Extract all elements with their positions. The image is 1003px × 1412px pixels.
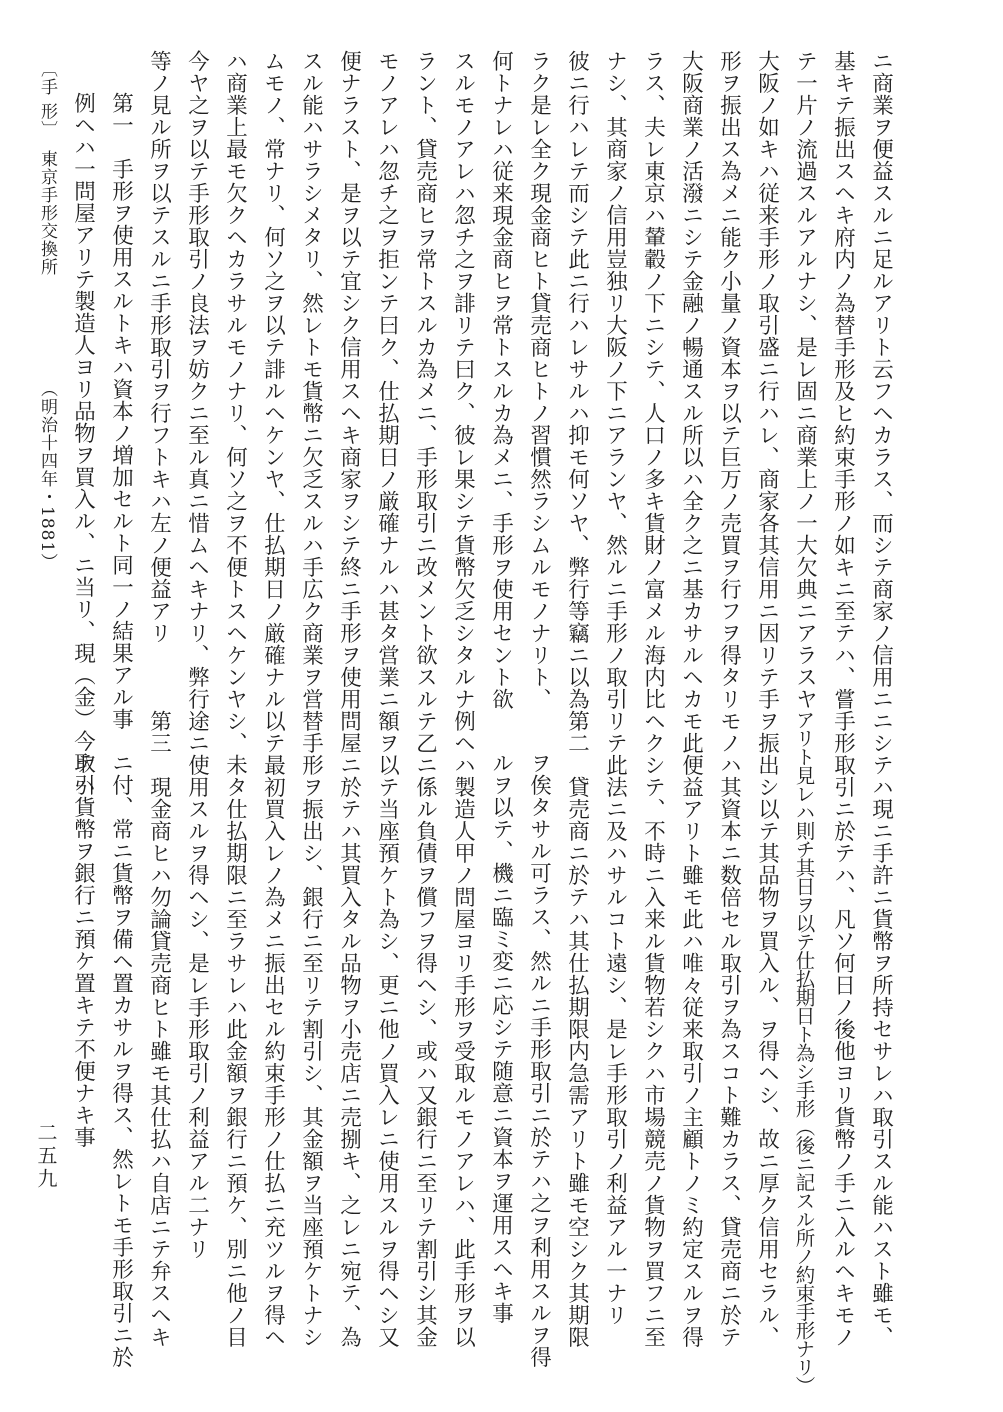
text-column: 問屋ニ於テハ其買入タル品物ヲ小売店ニ売捌キ、之レニ宛テ、為: [336, 710, 362, 1348]
page-number: 二五九: [34, 1122, 58, 1191]
text-column: 額ヲ以テ当座預ケト為シ、更ニ他ノ買入レニ使用スルヲ得ヘシ又: [374, 710, 400, 1348]
text-column: 例ヘハ製造人甲ノ問屋ヨリ手形ヲ受取ルモノアレハ、此手形ヲ以: [450, 710, 476, 1348]
text-column: 第一 手形ヲ使用スルトキハ資本ノ増加セルト同一ノ結果アル事: [108, 92, 134, 730]
text-column: 第二 貸売商ニ於テハ其仕払期限内急需アリト雖モ空シク其期限: [564, 710, 590, 1348]
text-column: モ此便益アリト雖モ此ハ唯々従来取引ノ主顧トノミ約定スルヲ得: [678, 710, 704, 1348]
text-column: アリト見レハ則チ其日ヲ以テ仕払期日ト為シ手形（後ニ記スル所ノ約束手形ナリ）: [792, 710, 816, 1395]
text-column: 途ニ使用スルヲ得ヘシ、是レ手形取引ノ利益アル二ナリ: [184, 710, 210, 1260]
running-header-section: 〔手 形〕: [37, 60, 57, 139]
text-column: 等ノ見ル所ヲ以テスルニ手形取引ヲ行フトキハ左ノ便益アリ: [146, 50, 172, 644]
text-column: ナシ、其商家ノ信用豈独リ大阪ノ下ニアランヤ、然ルニ手形ノ取引: [602, 50, 628, 710]
text-column: 何トナレハ従来現金商ヒヲ常トスルカ為メニ、手形ヲ使用セント欲: [488, 50, 514, 710]
text-column: テ乙ニ係ル負債ヲ償フヲ得ヘシ、或ハ又銀行ニ至リテ割引シ其金: [412, 710, 438, 1348]
text-column: スルモノアレハ忽チ之ヲ誹リテ曰ク、彼レ果シテ貨幣欠乏シタルナ: [450, 50, 476, 710]
text-column: 手形取引ニ於テハ、凡ソ何日ノ後他ヨリ貨幣ノ手ニ入ルヘキモノ: [830, 710, 856, 1348]
text-column: ルヲ以テ、機ニ臨ミ変ニ応シテ随意ニ資本ヲ運用スヘキ事: [488, 752, 514, 1324]
text-column: ヘクシテ、不時ニ入来ル貨物若シクハ市場競売ノ貨物ヲ買フニ至: [640, 710, 666, 1348]
running-header-date: （明治十四年・1881）: [37, 380, 57, 572]
text-column: モノハ其資本ニ数倍セル取引ヲ為スコト難カラス、貸売商ニ於テ: [716, 710, 742, 1348]
text-column: 基キテ振出スヘキ府内ノ為替手形及ヒ約束手形ノ如キニ至テハ、嘗: [830, 50, 856, 710]
text-column: 替手形ヲ振出シ、銀行ニ至リテ割引シ、其金額ヲ当座預ケトナシ: [298, 710, 324, 1348]
text-column: 以テ最初買入レノ為メニ振出セル約束手形ノ仕払ニ充ツルヲ得ヘ: [260, 710, 286, 1348]
text-column: モノアレハ忽チ之ヲ拒ンテ曰ク、仕払期日ノ厳確ナルハ甚タ営業ニ: [374, 50, 400, 710]
text-column: スル能ハサラシメタリ、然レトモ貨幣ニ欠乏スルハ手広ク商業ヲ営: [298, 50, 324, 710]
text-column: 形ヲ振出ス為メニ能ク小量ノ資本ヲ以テ巨万ノ売買ヲ行フヲ得タリ: [716, 50, 742, 710]
text-column: 第三 現金商ヒハ勿論貸売商ヒト雖モ其仕払ハ自店ニテ弁スヘキ: [146, 710, 172, 1348]
text-column: ニ付、常ニ貨幣ヲ備ヘ置カサルヲ得ス、然レトモ手形取引ニ於: [108, 752, 134, 1368]
text-column: ヲ振出シ以テ其品物ヲ買入ル、ヲ得ヘシ、故ニ厚ク信用セラル、: [754, 710, 780, 1348]
text-column: ラク是レ全ク現金商ヒト貸売商ヒトノ習慣然ラシムルモノナリト、: [526, 50, 552, 710]
text-column: リテ此法ニ及ハサルコト遠シ、是レ手形取引ノ利益アル一ナリ: [602, 710, 628, 1326]
text-column: ラス、夫レ東京ハ輦轂ノ下ニシテ、人口ノ多キ貨財ノ富メル海内比: [640, 50, 666, 710]
text-column: ラント、貸売商ヒヲ常トスルカ為メニ、手形取引ニ改メント欲スル: [412, 50, 438, 710]
text-column: 例ヘハ一問屋アリテ製造人ヨリ品物ヲ買入ル、ニ当リ、現（金）今取引: [70, 92, 96, 796]
running-header-title: 東京手形交換所: [37, 150, 57, 276]
text-column: 今ヤ之ヲ以テ手形取引ノ良法ヲ妨クニ至ル真ニ惜ムヘキナリ、弊行: [184, 50, 210, 710]
text-column: ハ商業上最モ欠クヘカラサルモノナリ、何ソ之ヲ不便トスヘケンヤ: [222, 50, 248, 710]
text-column: ヲ俟タサル可ラス、然ルニ手形取引ニ於テハ之ヲ利用スルヲ得: [526, 752, 552, 1368]
text-column: 彼ニ行ハレテ而シテ此ニ行ハレサルハ抑モ何ソヤ、弊行等竊ニ以為: [564, 50, 590, 710]
text-column: 大阪商業ノ活潑ニシテ金融ノ暢通スル所以ハ全ク之ニ基カサルヘカ: [678, 50, 704, 710]
text-column: ニ商業ヲ便益スルニ足ルアリト云フヘカラス、而シテ商家ノ信用ニ: [868, 50, 894, 710]
text-column: テ一片ノ流過スルアルナシ、是レ固ニ商業上ノ一大欠典ニアラスヤ: [792, 50, 818, 710]
text-column: ムモノ、常ナリ、何ソ之ヲ以テ誹ルヘケンヤ、仕払期日ノ厳確ナル: [260, 50, 286, 710]
text-column: 大阪ノ如キハ従来手形ノ取引盛ニ行ハレ、商家各其信用ニ因リテ手: [754, 50, 780, 710]
text-column: 便ナラスト、是ヲ以テ宜シク信用スヘキ商家ヲシテ終ニ手形ヲ使用: [336, 50, 362, 710]
text-column: ニシテハ現ニ手許ニ貨幣ヲ所持セサレハ取引スル能ハスト雖モ、: [868, 710, 894, 1348]
text-column: テハ貨幣ヲ銀行ニ預ケ置キテ不便ナキ事: [70, 752, 96, 1148]
text-column: シ、未タ仕払期限ニ至ラサレハ此金額ヲ銀行ニ預ケ、別ニ他ノ目: [222, 710, 248, 1348]
